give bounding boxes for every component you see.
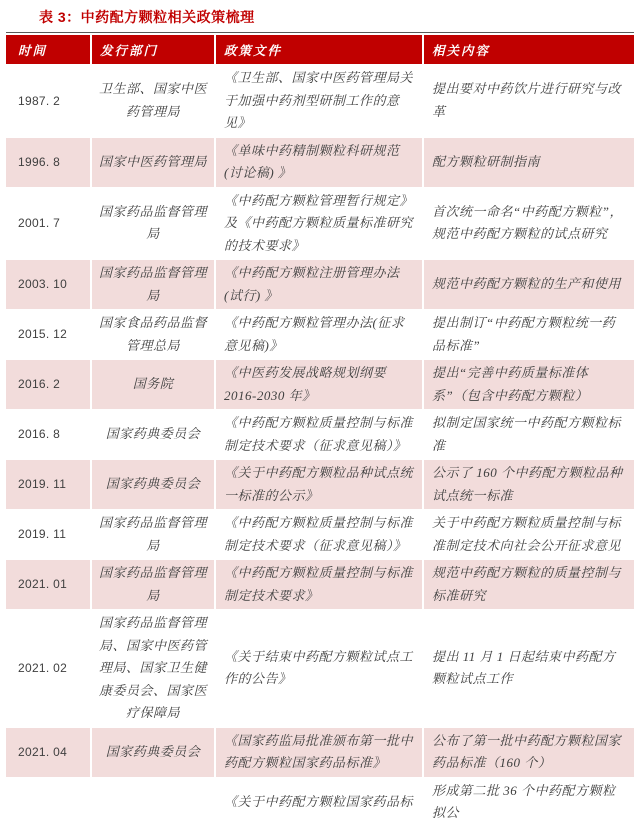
cell-content: 拟制定国家统一中药配方颗粒标准 — [422, 409, 634, 459]
cell-time: 2001. 7 — [6, 187, 90, 260]
cell-time: 1996. 8 — [6, 137, 90, 187]
table-row — [6, 259, 634, 309]
cell-content: 规范中药配方颗粒的生产和使用 — [422, 259, 634, 309]
cell-policy: 《关于中药配方颗粒品种试点统一标准的公示》 — [214, 459, 422, 509]
cell-department: 国家药品监督管理局、国家中医药管理局、国家卫生健康委员会、国家医疗保障局 — [90, 609, 214, 727]
cell-policy: 《中药配方颗粒质量控制与标准制定技术要求（征求意见稿）》 — [214, 509, 422, 559]
cell-department: 国务院 — [90, 359, 214, 409]
table-row — [6, 309, 634, 359]
col-header-policy: 政策文件 — [214, 35, 422, 64]
title-divider — [6, 32, 634, 33]
cell-content: 关于中药配方颗粒质量控制与标准制定技术向社会公开征求意见 — [422, 509, 634, 559]
table-row — [6, 187, 634, 260]
cell-policy: 《国家药监局批准颁布第一批中药配方颗粒国家药品标准》 — [214, 727, 422, 777]
cell-content: 配方颗粒研制指南 — [422, 137, 634, 187]
table-body — [6, 64, 634, 827]
cell-department — [90, 777, 214, 827]
cell-time: 2019. 11 — [6, 459, 90, 509]
cell-time: 2021. 02 — [6, 609, 90, 727]
cell-department: 国家中医药管理局 — [90, 137, 214, 187]
table-header-row — [6, 35, 634, 64]
cell-policy: 《关于结束中药配方颗粒试点工作的公告》 — [214, 609, 422, 727]
cell-content: 规范中药配方颗粒的质量控制与标准研究 — [422, 559, 634, 609]
cell-department: 国家药品监督管理局 — [90, 559, 214, 609]
cell-policy: 《中药配方颗粒质量控制与标准制定技术要求（征求意见稿）》 — [214, 409, 422, 459]
cell-content: 形成第二批 36 个中药配方颗粒拟公 — [422, 777, 634, 827]
cell-time: 1987. 2 — [6, 64, 90, 137]
table-row — [6, 459, 634, 509]
cell-department: 国家药品监督管理局 — [90, 187, 214, 260]
cell-content: 提出要对中药饮片进行研究与改革 — [422, 64, 634, 137]
table-title: 表 3：中药配方颗粒相关政策梳理 — [39, 9, 255, 25]
cell-department: 国家食品药品监督管理总局 — [90, 309, 214, 359]
cell-department: 国家药典委员会 — [90, 459, 214, 509]
cell-time: 2019. 11 — [6, 509, 90, 559]
col-header-content: 相关内容 — [422, 35, 634, 64]
cell-time — [6, 777, 90, 827]
cell-policy: 《单味中药精制颗粒科研规范(讨论稿) 》 — [214, 137, 422, 187]
cell-policy: 《中药配方颗粒管理办法(征求意见稿)》 — [214, 309, 422, 359]
cell-department: 国家药典委员会 — [90, 727, 214, 777]
table-row — [6, 727, 634, 777]
cell-time: 2016. 8 — [6, 409, 90, 459]
table-row — [6, 64, 634, 137]
cell-time: 2016. 2 — [6, 359, 90, 409]
table-row — [6, 137, 634, 187]
table-row — [6, 359, 634, 409]
cell-time: 2021. 01 — [6, 559, 90, 609]
cell-content: 公示了 160 个中药配方颗粒品种试点统一标准 — [422, 459, 634, 509]
cell-department: 国家药品监督管理局 — [90, 509, 214, 559]
cell-policy: 《中药配方颗粒管理暂行规定》及《中药配方颗粒质量标准研究的技术要求》 — [214, 187, 422, 260]
table-row — [6, 609, 634, 727]
col-header-time: 时间 — [6, 35, 90, 64]
table-row — [6, 509, 634, 559]
cell-department: 国家药品监督管理局 — [90, 259, 214, 309]
table-row — [6, 559, 634, 609]
cell-content: 公布了第一批中药配方颗粒国家药品标准（160 个） — [422, 727, 634, 777]
cell-policy: 《关于中药配方颗粒国家药品标 — [214, 777, 422, 827]
cell-time: 2021. 04 — [6, 727, 90, 777]
cell-time: 2015. 12 — [6, 309, 90, 359]
col-header-department: 发行部门 — [90, 35, 214, 64]
policy-table — [6, 35, 634, 827]
cell-policy: 《中医药发展战略规划纲要 2016-2030 年》 — [214, 359, 422, 409]
cell-policy: 《卫生部、国家中医药管理局关于加强中药剂型研制工作的意见》 — [214, 64, 422, 137]
cell-policy: 《中药配方颗粒注册管理办法(试行) 》 — [214, 259, 422, 309]
table-row — [6, 777, 634, 827]
cell-policy: 《中药配方颗粒质量控制与标准制定技术要求》 — [214, 559, 422, 609]
cell-time: 2003. 10 — [6, 259, 90, 309]
cell-department: 国家药典委员会 — [90, 409, 214, 459]
cell-content: 提出 11 月 1 日起结束中药配方颗粒试点工作 — [422, 609, 634, 727]
cell-department: 卫生部、国家中医药管理局 — [90, 64, 214, 137]
table-row — [6, 409, 634, 459]
cell-content: 提出制订“中药配方颗粒统一药品标准” — [422, 309, 634, 359]
cell-content: 首次统一命名“中药配方颗粒”，规范中药配方颗粒的试点研究 — [422, 187, 634, 260]
cell-content: 提出“完善中药质量标准体系”（包含中药配方颗粒） — [422, 359, 634, 409]
